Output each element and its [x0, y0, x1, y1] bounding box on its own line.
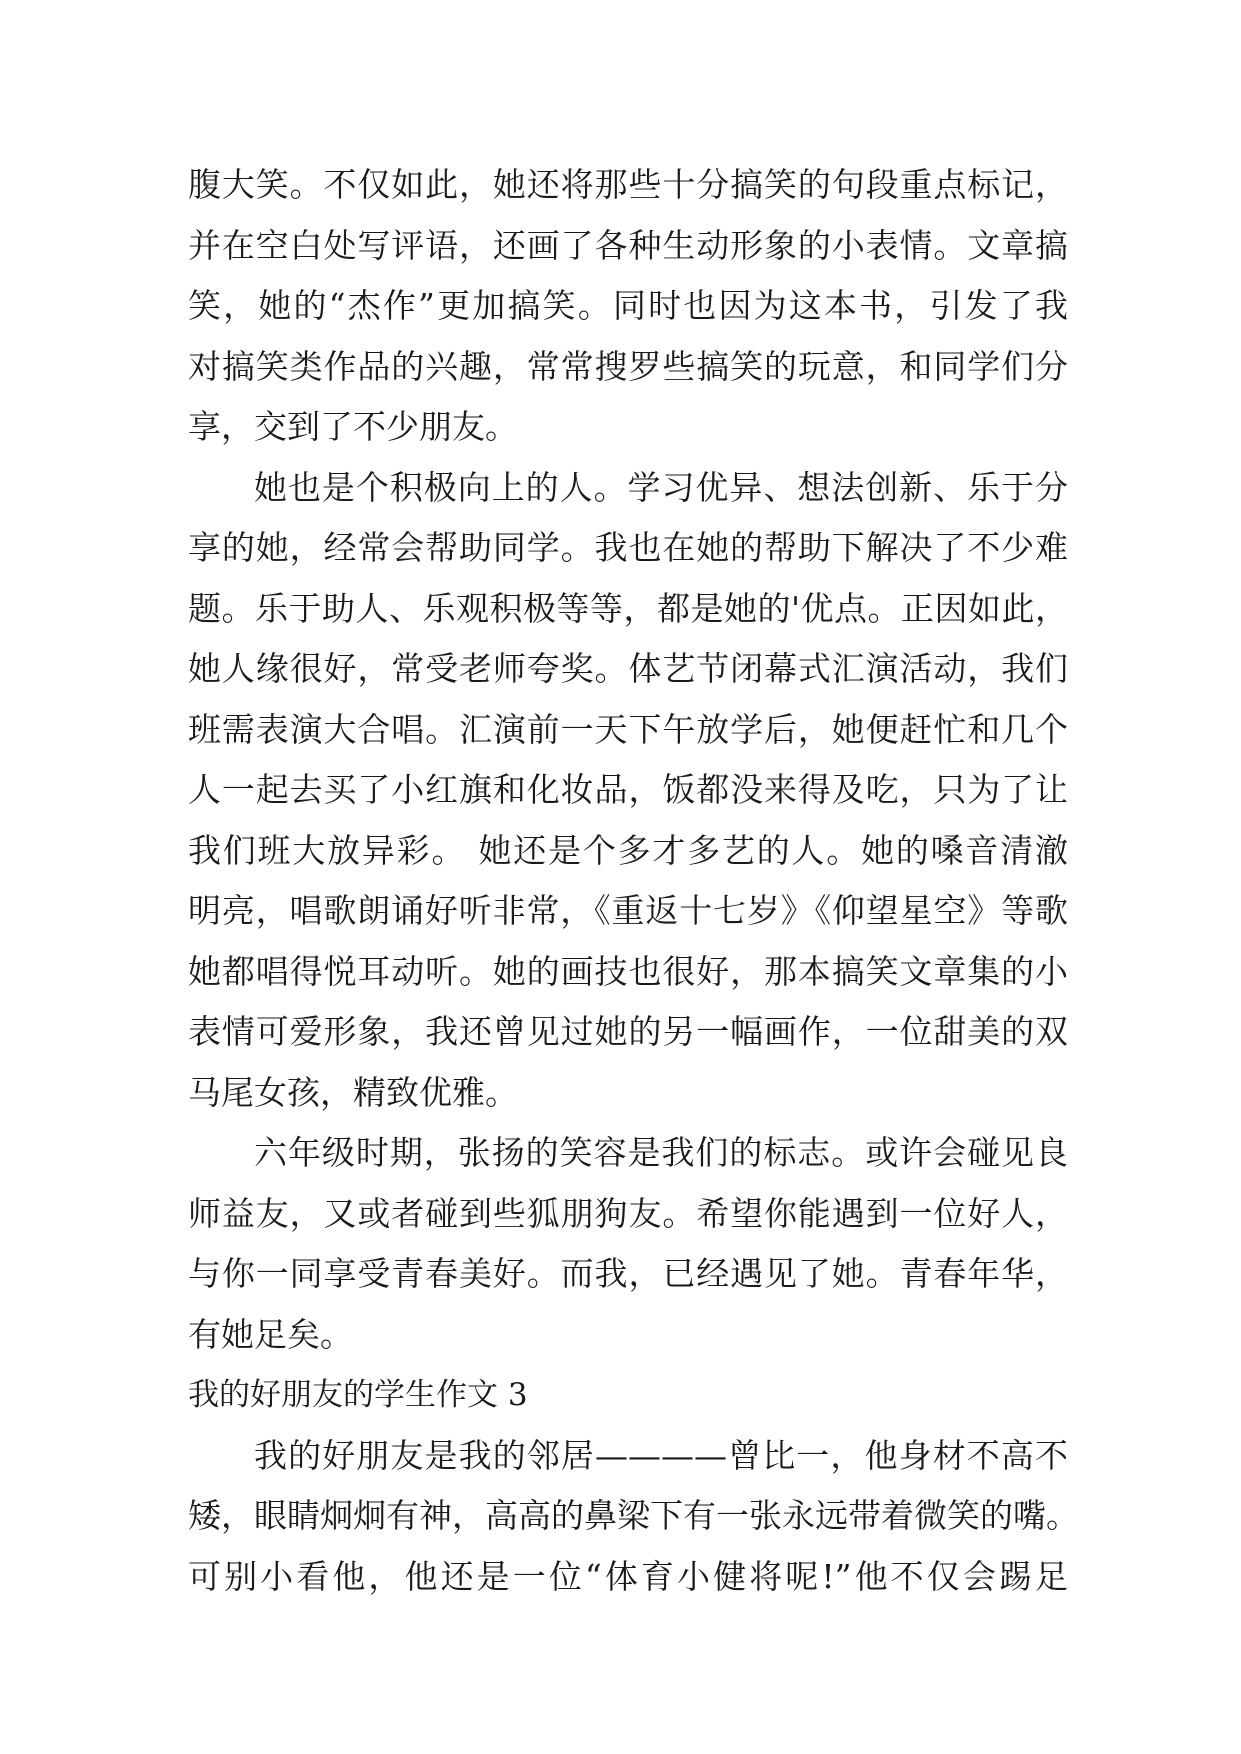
paragraph-2 — [188, 458, 1068, 1124]
text-line: 六年级时期，张扬的笑容是我们的标志。或许会碰见良 — [254, 1133, 1068, 1172]
text-line: 笑，她的“杰作”更加搞笑。同时也因为这本书，引发了我 — [188, 286, 1068, 325]
text-line: 班需表演大合唱。汇演前一天下午放学后，她便赶忙和几个 — [188, 709, 1068, 749]
text-line: 并在空白处写评语，还画了各种生动形象的小表情。文章搞 — [188, 225, 1068, 265]
text-line: 师益友，又或者碰到些狐朋狗友。希望你能遇到一位好人， — [188, 1193, 1068, 1233]
text-line: 可别小看他，他还是一位“体育小健将呢!”他不仅会踢足 — [188, 1556, 1068, 1596]
text-line: 我的好朋友是我的邻居————曾比一，他身材不高不 — [254, 1435, 1068, 1475]
text-line: 她人缘很好，常受老师夸奖。体艺节闭幕式汇演活动，我们 — [188, 649, 1068, 688]
paragraph-1 — [188, 155, 1068, 458]
text-line: 题。乐于助人、乐观积极等等，都是她的'优点。正因如此， — [188, 588, 1068, 628]
text-line: 明亮，唱歌朗诵好听非常，《重返十七岁》《仰望星空》等歌 — [188, 891, 1068, 930]
text-line: 腹大笑。不仅如此，她还将那些十分搞笑的句段重点标记， — [188, 165, 1068, 204]
text-line: 享，交到了不少朋友。 — [188, 407, 518, 446]
text-line: 她也是个积极向上的人。学习优异、想法创新、乐于分 — [254, 467, 1068, 507]
paragraph-4 — [188, 1426, 1079, 1608]
text-line: 她都唱得悦耳动听。她的画技也很好，那本搞笑文章集的小 — [188, 951, 1068, 991]
text-line: 人一起去买了小红旗和化妆品，饭都没来得及吃，只为了让 — [188, 770, 1068, 809]
text-line: 马尾女孩，精致优雅。 — [188, 1072, 518, 1112]
text-line: 我们班大放异彩。 她还是个多才多艺的人。她的嗓音清澈 — [188, 830, 1068, 870]
text-line: 表情可爱形象，我还曾见过她的另一幅画作，一位甜美的双 — [188, 1012, 1068, 1051]
text-line: 与你一同享受青春美好。而我，已经遇见了她。青春年华， — [188, 1254, 1068, 1293]
text-line: 享的她，经常会帮助同学。我也在她的帮助下解决了不少难 — [188, 528, 1068, 567]
text-line: 对搞笑类作品的兴趣，常常搜罗些搞笑的玩意，和同学们分 — [188, 346, 1068, 386]
document-body — [188, 155, 1079, 1607]
text-line: 有她足矣。 — [188, 1314, 353, 1354]
section-heading: 我的好朋友的学生作文 3 — [188, 1377, 528, 1413]
text-line: 矮，眼睛炯炯有神，高高的鼻梁下有一张永远带着微笑的嘴。 — [188, 1496, 1079, 1535]
paragraph-3 — [188, 1123, 1068, 1365]
